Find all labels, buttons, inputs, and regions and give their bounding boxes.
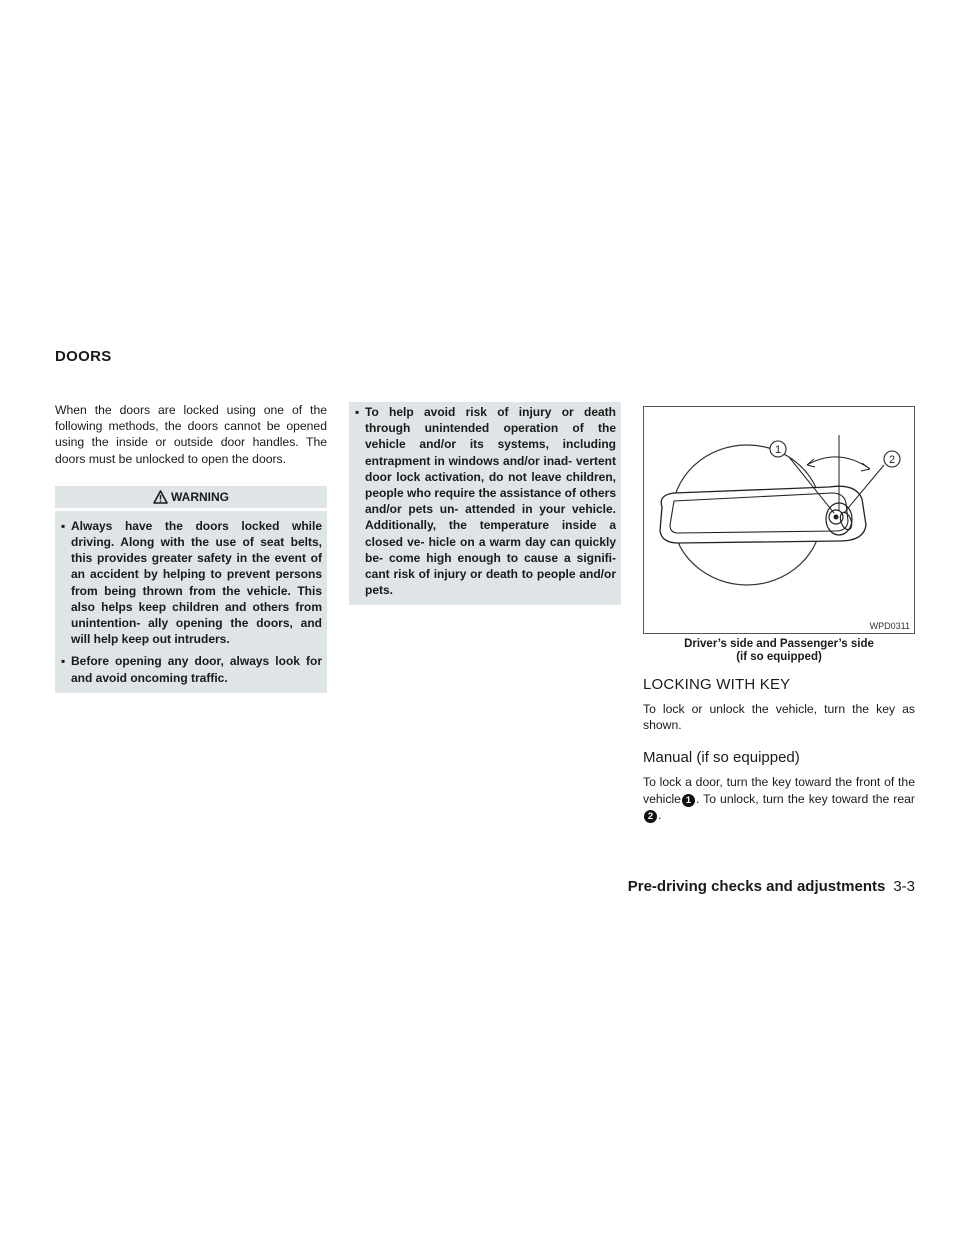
warning-box-2 bbox=[349, 402, 621, 605]
warning-item-text: To help avoid risk of injury or death through unintended operation of the vehicle and/or its systems, including entrapment in windows and/or inad- vertent door lock activation, do not leave children, people who require the assistance of others and/or pets un- attended in your vehicle. Additionally, the temperature inside a closed ve- hicle on a warm day can quickly be- come high enough to cause a signifi- cant risk of injury or death to people and/or pets. bbox=[365, 405, 616, 598]
warning-item bbox=[55, 518, 322, 648]
warning-item-text: Before opening any door, always look for and avoid oncoming traffic. bbox=[71, 654, 322, 685]
warning-box-1 bbox=[55, 511, 327, 693]
column-2 bbox=[349, 402, 621, 605]
section-title: DOORS bbox=[55, 348, 112, 365]
locking-heading: LOCKING WITH KEY bbox=[643, 676, 791, 693]
column-1 bbox=[55, 402, 327, 693]
door-handle-illustration bbox=[644, 407, 916, 635]
figure-label-2: 2 bbox=[888, 454, 896, 466]
warning-icon bbox=[153, 490, 168, 504]
marker-2-icon: 2 bbox=[644, 810, 657, 823]
intro-paragraph: When the doors are locked using one of the following methods, the doors cannot be opened using the inside or outside door handles. The doors must be unlocked to open the doors. bbox=[55, 403, 327, 466]
column-3 bbox=[643, 406, 915, 823]
manual-text-c: . bbox=[658, 807, 662, 822]
figure-code: WPD0311 bbox=[869, 621, 910, 631]
manual-text-a: To lock a door, turn the key toward the front of the vehicle bbox=[643, 775, 915, 806]
bullet: ▪ bbox=[61, 518, 66, 533]
manual-heading: Manual (if so equipped) bbox=[643, 749, 800, 767]
figure-caption bbox=[643, 638, 915, 664]
caption-line-2: (if so equipped) bbox=[736, 651, 822, 663]
caption-line-1: Driver’s side and Passenger’s side bbox=[684, 638, 874, 650]
warning-header bbox=[55, 486, 327, 508]
warning-item bbox=[349, 404, 616, 598]
warning-item-text: Always have the doors locked while driving. Along with the use of seat belts, this provides greater safety in the event of an accident by helping to prevent persons from being thrown from the vehicle. This also helps keep children and others from unintention- ally opening the doors, and will help keep out intruders. bbox=[71, 518, 322, 647]
manual-text-b: . To unlock, turn the key toward the rear bbox=[695, 791, 915, 806]
locking-text: To lock or unlock the vehicle, turn the key as shown. bbox=[643, 702, 915, 733]
footer-chapter: Pre-driving checks and adjustments bbox=[627, 878, 886, 895]
warning-label: WARNING bbox=[171, 489, 229, 504]
page-footer bbox=[628, 878, 915, 895]
warning-item bbox=[55, 653, 322, 685]
manual-text bbox=[643, 774, 915, 823]
bullet: ▪ bbox=[61, 654, 66, 669]
marker-1-icon: 1 bbox=[682, 794, 695, 807]
figure-label-1: 1 bbox=[774, 444, 782, 456]
door-handle-figure bbox=[643, 406, 915, 634]
page-number: 3-3 bbox=[893, 878, 915, 895]
bullet: ▪ bbox=[355, 405, 360, 419]
